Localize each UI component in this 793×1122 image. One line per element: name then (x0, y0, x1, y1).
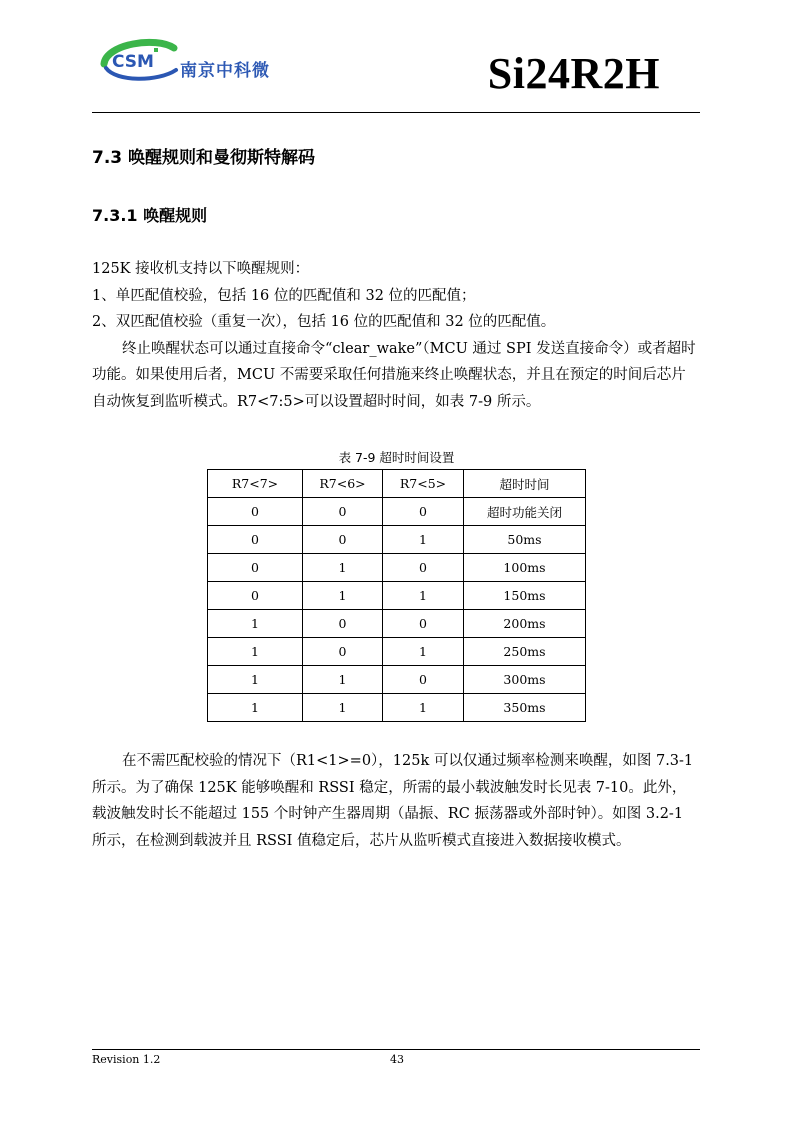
table-cell: 100ms (464, 554, 586, 582)
table-row (208, 666, 586, 694)
wake-detection-block (92, 748, 700, 854)
wake-detection-paragraph: 在不需匹配校验的情况下（R1<1>=0），125k 可以仅通过频率检测来唤醒，如图 7.3-1 所示。为了确保 125K 能够唤醒和 RSSI 稳定，所需的最小载波触发时长见表 7-10。此外，载波触发时长不能超过 155 个时钟产生器周期（晶振、RC 振荡器或外部时钟）。如图 3.2-1 所示，在检测到载波并且 RSSI 值稳定后，芯片从监听模式直接进入数据接收模式。 (92, 753, 694, 849)
table-cell: 0 (383, 610, 464, 638)
subsection-heading: 7.3.1 唤醒规则 (92, 206, 208, 225)
section-heading: 7.3 唤醒规则和曼彻斯特解码 (92, 148, 316, 168)
table-cell: 1 (383, 694, 464, 722)
product-name: Si24R2H (487, 49, 660, 98)
table-header-row (208, 470, 586, 498)
header-cell: R7<5> (383, 470, 464, 498)
table-cell: 1 (303, 666, 383, 694)
page-header (92, 30, 700, 114)
table-cell: 1 (303, 582, 383, 610)
table-row (208, 610, 586, 638)
company-name: 南京中科微 (180, 61, 270, 81)
table-cell: 1 (208, 610, 303, 638)
table-cell: 0 (303, 610, 383, 638)
page-number: 43 (390, 1053, 404, 1066)
table-cell: 1 (303, 554, 383, 582)
table-cell: 50ms (464, 526, 586, 554)
table-row (208, 554, 586, 582)
table-cell: 0 (208, 554, 303, 582)
table-cell: 250ms (464, 638, 586, 666)
rule-item-1: 1、单匹配值校验，包括 16 位的匹配值和 32 位的匹配值； (92, 287, 476, 304)
table-cell: 0 (303, 638, 383, 666)
table-cell: 0 (383, 554, 464, 582)
header-cell: R7<7> (208, 470, 303, 498)
table-cell: 1 (383, 638, 464, 666)
table-cell: 0 (208, 498, 303, 526)
header-divider (92, 112, 700, 113)
table-cell: 1 (208, 638, 303, 666)
intro-line: 125K 接收机支持以下唤醒规则： (92, 261, 310, 277)
table-row (208, 694, 586, 722)
table-cell: 1 (383, 526, 464, 554)
table-cell: 1 (383, 582, 464, 610)
table-cell: 超时功能关闭 (464, 498, 586, 526)
table-cell: 150ms (464, 582, 586, 610)
table-cell: 0 (303, 498, 383, 526)
table-cell: 300ms (464, 666, 586, 694)
table-cell: 1 (208, 666, 303, 694)
intro-block (92, 256, 700, 415)
table-cell: 0 (208, 526, 303, 554)
table-row (208, 526, 586, 554)
table-cell: 1 (303, 694, 383, 722)
table-caption: 表 7-9 超时时间设置 (338, 450, 455, 465)
table-row (208, 638, 586, 666)
header-cell: R7<6> (303, 470, 383, 498)
table-cell: 0 (303, 526, 383, 554)
table-cell: 1 (208, 694, 303, 722)
logo-text: CSM (112, 52, 154, 72)
rule-item-2: 2、双匹配值校验（重复一次），包括 16 位的匹配值和 32 位的匹配值。 (92, 314, 556, 330)
table-cell: 200ms (464, 610, 586, 638)
table-cell: 0 (383, 498, 464, 526)
timeout-table (207, 469, 586, 722)
footer-divider (92, 1049, 700, 1050)
table-cell: 0 (208, 582, 303, 610)
header-cell: 超时时间 (464, 470, 586, 498)
table-cell: 0 (383, 666, 464, 694)
table-cell: 350ms (464, 694, 586, 722)
csm-logo-icon (96, 34, 186, 84)
table-row (208, 498, 586, 526)
table-row (208, 582, 586, 610)
timeout-paragraph: 终止唤醒状态可以通过直接命令“clear_wake”（MCU 通过 SPI 发送直接命令）或者超时功能。如果使用后者，MCU 不需要采取任何措施来终止唤醒状态，并且在预定的时间后芯片自动恢复到监听模式。R7<7:5>可以设置超时时间，如表 7-9 所示。 (92, 340, 696, 410)
revision-label: Revision 1.2 (92, 1053, 161, 1066)
